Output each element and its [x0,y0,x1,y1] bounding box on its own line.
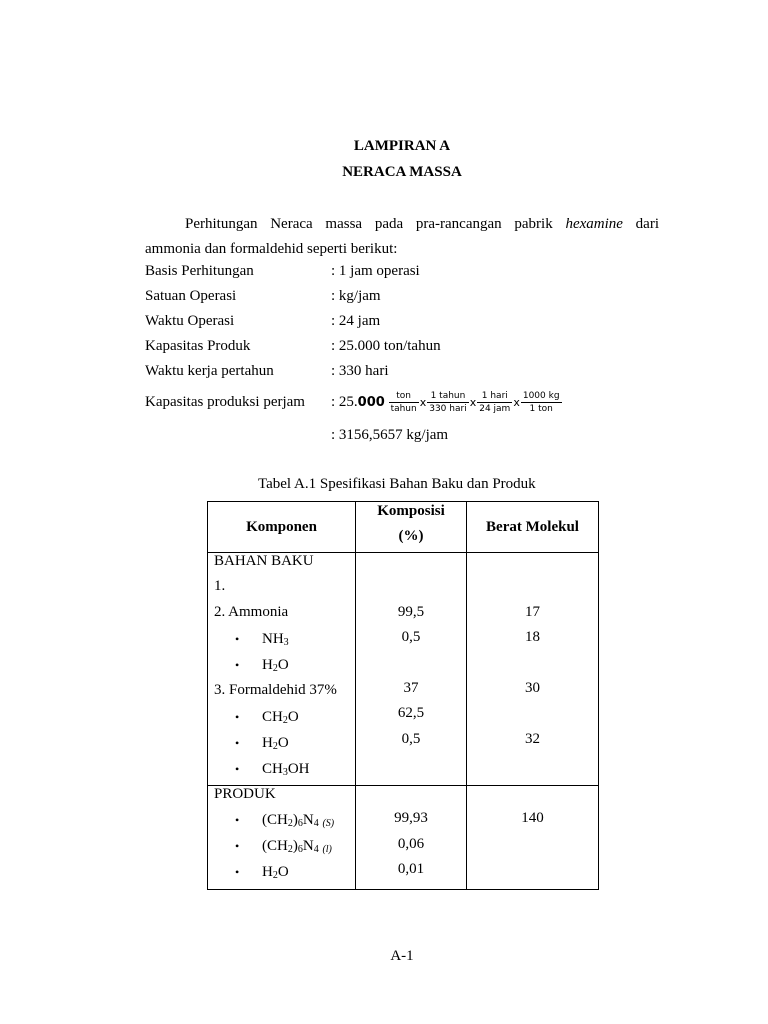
h2o-label: • $H_2O$ [262,657,289,674]
ch3oh-label: • $CH_3OH$ [262,761,310,778]
page-number: A-1 [390,948,414,964]
bahan-baku-komposisi: 99,5 0,5 37 62,5 0,5 [356,553,467,786]
hexamine-solid-label: • $(CH_2)_6N_4$ (S) [262,812,334,829]
nh3-label: • $NH_3$ [262,631,289,648]
fraction-tahun-hari: $\frac{\text{1 tahun}}{\text{330 hari}}$ [429,391,467,414]
document-page: LAMPIRAN A NERACA MASSA Perhitungan Neraca massa pada pra-rancangan pabrik hexamine dari ammonia dan formaldehid seperti berikut: Basis Perhitungan : 1 jam operasi Satuan Operasi : kg/jam Waktu Operasi : 24 jam Kapasitas Produk : 25.000 ton/tahun Waktu kerja pertahun : 330 hari Kapasitas produksi perjam : 25.000 $\frac{\text{ton}}{\text{tahun}}$ x $\frac{\text{1 tahun}}{\text{330 hari}}$ x $\frac{\text{1 hari}}{\text{24 jam}}$ x $\frac{1000 kg}{\text{1 ton}}$ : 3156,5657 kg/jam Tabel A.1 Spesifikasi Bahan Baku dan Produk Komponen Komposisi (%) Berat Molekul BAHAN BAKU 1. 2. Ammonia • $NH_3$ • $H_2O$ 3. Formaldehid 37% • $CH_2O$ • $H_2O$ • $CH_3OH$ 99,5 0,5 37 62,5 0,5 17 18 30 32 PRODUK • $(CH_2)_6N_4$ (S) • $(CH_2)_6N_4$ (l) • $H_2O$ 99,93 0,06 0,01 140 A-1 [0,0,768,1024]
header-berat-molekul: Berat Molekul [467,502,599,553]
header-komposisi: Komposisi (%) [356,502,467,553]
intro-line-2: ammonia dan formaldehid seperti berikut: [145,241,398,257]
hexamine-liquid-label: • $(CH_2)_6N_4$ (l) [262,838,332,855]
table-header-row [208,502,599,553]
table-row [208,786,599,890]
produk-komposisi: 99,93 0,06 0,01 [356,786,467,890]
fraction-kg-ton: $\frac{1000 kg}{\text{1 ton}}$ [522,391,560,414]
produk-berat: 140 [467,786,599,890]
header-komponen: Komponen [208,502,356,553]
ch2o-label: • $CH_2O$ [262,709,299,726]
h2o-label-2: • $H_2O$ [262,735,289,752]
intro-line-1: Perhitungan Neraca massa pada pra-rancangan pabrik hexamine dari [185,216,659,232]
product-name: hexamine [565,216,623,232]
h2o-produk-label: • $H_2O$ [262,864,289,881]
page-subtitle: NERACA MASSA [342,164,462,180]
fraction-ton-tahun: $\frac{\text{ton}}{\text{tahun}}$ [390,391,417,414]
bahan-baku-komponen: BAHAN BAKU 1. 2. Ammonia • $NH_3$ • $H_2O$ 3. Formaldehid 37% • $CH_2O$ • $H_2O$ • $CH_3OH$ [208,553,356,786]
table-row [208,553,599,786]
page-title: LAMPIRAN A [353,138,451,154]
intro-paragraph [145,212,659,262]
bahan-baku-berat: 17 18 30 32 [467,553,599,786]
spec-table [207,501,599,890]
fraction-hari-jam: $\frac{\text{1 hari}}{\text{24 jam}}$ [479,391,511,414]
formula-expression: : 25.000 $\frac{\text{ton}}{\text{tahun}}$ x $\frac{\text{1 tahun}}{\text{330 hari}}$ x $\frac{\text{1 hari}}{\text{24 jam}}$ x $\frac{1000 kg}{\text{1 ton}}$ [331,391,560,414]
table-caption: Tabel A.1 Spesifikasi Bahan Baku dan Produk [258,476,536,492]
produk-komponen: PRODUK • $(CH_2)_6N_4$ (S) • $(CH_2)_6N_4$ (l) • $H_2O$ [208,786,356,890]
